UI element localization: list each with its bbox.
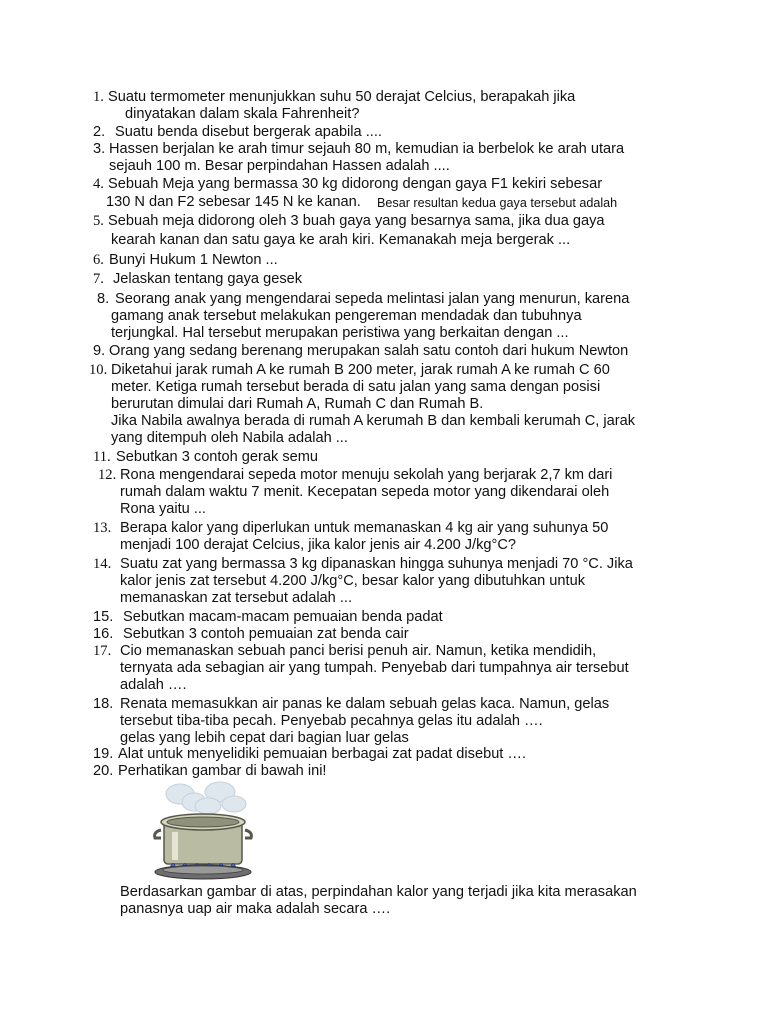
question-number: 1. — [93, 89, 104, 105]
question-text-line: rumah dalam waktu 7 menit. Kecepatan sepeda motor yang dikendarai oleh — [120, 484, 610, 500]
question-text-line: yang ditempuh oleh Nabila adalah ... — [111, 430, 348, 446]
question-text-line: Seorang anak yang mengendarai sepeda melintasi jalan yang menurun, karena — [115, 291, 630, 307]
question-text-line: Suatu benda disebut bergerak apabila .... — [115, 124, 382, 140]
question-text-line: Orang yang sedang berenang merupakan salah satu contoh dari hukum Newton — [109, 343, 629, 359]
question-text-line: Suatu zat yang bermassa 3 kg dipanaskan hingga suhunya menjadi 70 °C. Jika — [120, 556, 633, 572]
question-number: 18. — [93, 696, 114, 712]
question-number: 6. — [93, 252, 104, 268]
question-number: 20. — [93, 763, 114, 779]
question-number: 12. — [98, 467, 117, 483]
question-text-line: panasnya uap air maka adalah secara …. — [120, 901, 391, 917]
question-text-line: Berapa kalor yang diperlukan untuk memanaskan 4 kg air yang suhunya 50 — [120, 520, 609, 536]
question-text-line: Sebutkan macam-macam pemuaian benda padat — [123, 609, 443, 625]
question-number: 9. — [93, 343, 106, 359]
question-number: 13. — [93, 520, 112, 536]
question-text-line: memanaskan zat tersebut adalah ... — [120, 590, 353, 606]
question-text-line: Berdasarkan gambar di atas, perpindahan kalor yang terjadi jika kita merasakan — [120, 884, 637, 900]
question-text-line: Cio memanaskan sebuah panci berisi penuh air. Namun, ketika mendidih, — [120, 643, 597, 659]
question-text-line: Jika Nabila awalnya berada di rumah A kerumah B dan kembali kerumah C, jarak — [111, 413, 636, 429]
question-text-line: berurutan dimulai dari Rumah A, Rumah C dan Rumah B. — [111, 396, 484, 412]
question-text-line: Sebuah meja didorong oleh 3 buah gaya yang besarnya sama, jika dua gaya — [108, 213, 605, 229]
question-text-line: tersebut tiba-tiba pecah. Penyebab pecahnya gelas itu adalah …. — [120, 713, 543, 729]
question-text-line: Rona mengendarai sepeda motor menuju sekolah yang berjarak 2,7 km dari — [120, 467, 613, 483]
question-number: 15. — [93, 609, 114, 625]
question-text-line: Sebutkan 3 contoh gerak semu — [116, 449, 319, 465]
question-text-line: adalah …. — [120, 677, 187, 693]
question-text-line: kalor jenis zat tersebut 4.200 J/kg°C, besar kalor yang dibutuhkan untuk — [120, 573, 585, 589]
question-number: 14. — [93, 556, 112, 572]
question-text-line: Rona yaitu ... — [120, 501, 206, 517]
question-number: 11. — [93, 449, 111, 465]
question-text-line: Alat untuk menyelidiki pemuaian berbagai zat padat disebut …. — [118, 746, 527, 762]
question-text-line: 130 N dan F2 sebesar 145 N ke kanan. — [106, 194, 361, 210]
question-text-line: terjungkal. Hal tersebut merupakan peristiwa yang berkaitan dengan ... — [111, 325, 569, 341]
question-number: 7. — [93, 271, 104, 287]
question-text-line: Perhatikan gambar di bawah ini! — [118, 763, 327, 779]
question-number: 16. — [93, 626, 114, 642]
question-number: 19. — [93, 746, 114, 762]
question-number: 17. — [93, 643, 112, 659]
question-text-line: menjadi 100 derajat Celcius, jika kalor jenis air 4.200 J/kg°C? — [120, 537, 517, 553]
question-text-line: Besar resultan kedua gaya tersebut adalah — [377, 196, 618, 210]
question-number: 2. — [93, 124, 106, 140]
question-text-line: Hassen berjalan ke arah timur sejauh 80 m, kemudian ia berbelok ke arah utara — [109, 141, 625, 157]
question-text-line: ternyata ada sebagian air yang tumpah. Penyebab dari tumpahnya air tersebut — [120, 660, 629, 676]
question-text-line: dinyatakan dalam skala Fahrenheit? — [125, 106, 360, 122]
question-number: 4. — [93, 176, 104, 192]
question-text-line: meter. Ketiga rumah tersebut berada di satu jalan yang sama dengan posisi — [111, 379, 601, 395]
question-text-line: Sebutkan 3 contoh pemuaian zat benda cair — [123, 626, 409, 642]
question-text-line: gelas yang lebih cepat dari bagian luar gelas — [120, 730, 409, 746]
question-text-line: Jelaskan tentang gaya gesek — [113, 271, 303, 287]
question-text-line: gamang anak tersebut melakukan pengereman mendadak dan tubuhnya — [111, 308, 582, 324]
question-text-line: kearah kanan dan satu gaya ke arah kiri. Kemanakah meja bergerak ... — [111, 232, 571, 248]
question-number: 3. — [93, 141, 106, 157]
question-text-line: Sebuah Meja yang bermassa 30 kg didorong dengan gaya F1 kekiri sebesar — [108, 176, 603, 192]
question-text-line: Diketahui jarak rumah A ke rumah B 200 meter, jarak rumah A ke rumah C 60 — [111, 362, 610, 378]
question-text-line: Suatu termometer menunjukkan suhu 50 derajat Celcius, berapakah jika — [108, 89, 576, 105]
question-text-line: Bunyi Hukum 1 Newton ... — [109, 252, 278, 268]
boiling-pot-on-stove-icon — [150, 780, 280, 882]
question-text-line: Renata memasukkan air panas ke dalam sebuah gelas kaca. Namun, gelas — [120, 696, 610, 712]
question-number: 10. — [89, 362, 108, 378]
question-number: 5. — [93, 213, 104, 229]
question-text-line: sejauh 100 m. Besar perpindahan Hassen adalah .... — [109, 158, 450, 174]
question-number: 8. — [97, 291, 110, 307]
